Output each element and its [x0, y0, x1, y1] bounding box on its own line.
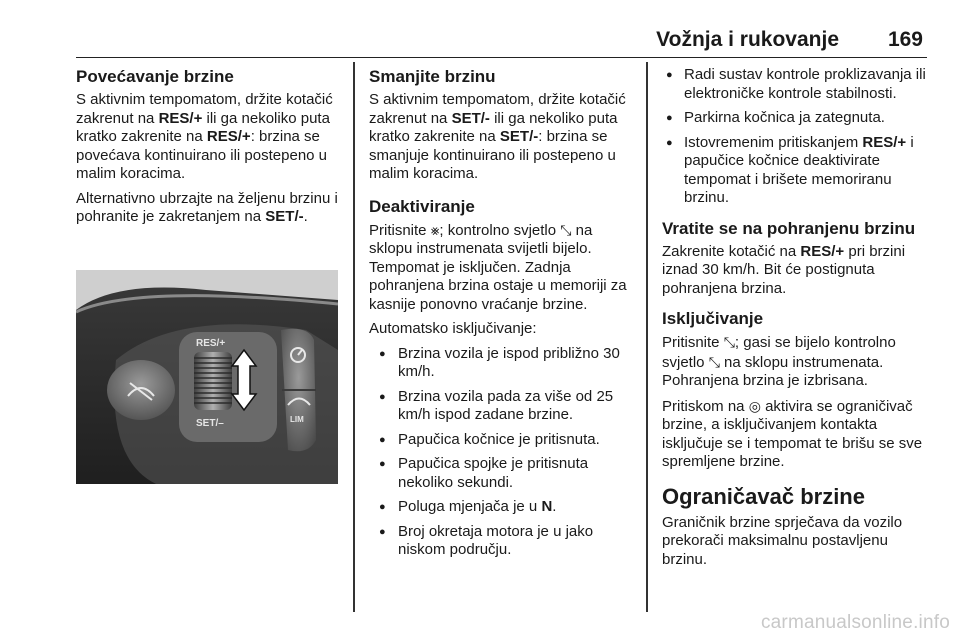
list-item: ● Broj okretaja motora je u jako niskom području.	[369, 523, 631, 560]
column-divider	[646, 62, 648, 612]
paragraph: Pritiskom na ◎ aktivira se ograničivač brzine, a isključivanjem kontakta isključuje se i tempomat te brišu se sve spremljene brzine.	[662, 397, 923, 470]
cruise-control-icon: ⤡	[708, 353, 720, 370]
steering-wheel-controls-photo	[76, 270, 338, 484]
cruise-control-icon: ⤡	[560, 221, 572, 238]
cancel-button	[107, 360, 175, 420]
paragraph: Graničnik brzine sprječava da vozilo prekorači maksimalnu postavljenu brzinu.	[662, 513, 903, 568]
page-header	[76, 24, 927, 58]
list-item: ● Radi sustav kontrole proklizavanja ili elektroničke kontrole stabilnosti.	[662, 66, 932, 103]
list-item: ● Istovremenim pritiskanjem RES/+ i papučice kočnice deaktivirate tempomat i brišete memoriranu brzinu.	[662, 134, 932, 208]
list-item: ● Papučica kočnice je pritisnuta.	[369, 431, 631, 450]
list-item: ● Poluga mjenjača je u N.	[369, 498, 631, 517]
paragraph: Zakrenite kotačić na RES/+ pri brzini iznad 30 km/h. Bit će postignuta pohranjena brzina.	[662, 242, 906, 297]
column-divider	[353, 62, 355, 612]
list-item: ● Brzina vozila pada za više od 25 km/h ispod zadane brzine.	[369, 388, 631, 425]
list-item: ● Brzina vozila je ispod približno 30 km/h.	[369, 345, 631, 382]
column-left	[76, 62, 344, 233]
paragraph: S aktivnim tempomatom, držite kotačić zakrenut na SET/- ili ga nekoliko puta kratko zakrenite na SET/-: brzina se smanjuje kontinuirano ili postepeno u malim koracima.	[369, 91, 626, 182]
section-title: Ograničavač brzine	[662, 483, 865, 509]
chapter-title: Vožnja i rukovanje	[656, 28, 839, 51]
svg-text:SET/–: SET/–	[196, 418, 224, 429]
column-right	[662, 62, 932, 575]
svg-text:LIM: LIM	[290, 415, 304, 424]
paragraph: Pritisnite ⨳; kontrolno svjetlo ⤡ na sklopu instrumenata svijetli bijelo. Tempomat je isključen. Zadnja pohranjena brzina ostaje u memoriji za kasnije ponovno vraćanje brzine.	[369, 221, 627, 313]
auto-off-list-continued	[662, 66, 932, 208]
section-heading: Deaktiviranje	[369, 196, 475, 216]
list-item: ● Parkirna kočnica ja zategnuta.	[662, 109, 932, 128]
column-middle	[369, 62, 631, 566]
speed-limiter-icon: ◎	[748, 397, 761, 414]
auto-off-list	[369, 345, 631, 560]
page-number: 169	[887, 28, 923, 51]
watermark: carmanualsonline.info	[760, 612, 950, 633]
section-heading: Vratite se na pohranjenu brzinu	[662, 218, 916, 238]
list-item: ● Papučica spojke je pritisnuta nekoliko sekundi.	[369, 455, 631, 492]
cruise-control-icon: ⤡	[723, 334, 735, 350]
section-heading: Smanjite brzinu	[369, 67, 496, 86]
cruise-cancel-icon: ⨳	[430, 221, 440, 238]
paragraph: Alternativno ubrzajte na željenu brzinu i pohranite je zakretanjem na SET/-.	[76, 189, 338, 225]
section-heading: Isključivanje	[662, 309, 764, 328]
header-rule	[76, 57, 927, 59]
res-set-wheel	[179, 332, 277, 442]
section-heading: Povećavanje brzine	[76, 67, 234, 86]
paragraph: Automatsko isključivanje:	[369, 320, 537, 337]
paragraph: S aktivnim tempomatom, držite kotačić zakrenut na RES/+ ili ga nekoliko puta kratko zakrenite na RES/+: brzina se povećava kontinuirano ili postepeno u malim koracima.	[76, 91, 333, 182]
paragraph: Pritisnite ⤡; gasi se bijelo kontrolno svjetlo ⤡ na sklopu instrumenata. Pohranjena brzina je izbrisana.	[662, 334, 896, 389]
svg-text:RES/+: RES/+	[196, 338, 226, 349]
